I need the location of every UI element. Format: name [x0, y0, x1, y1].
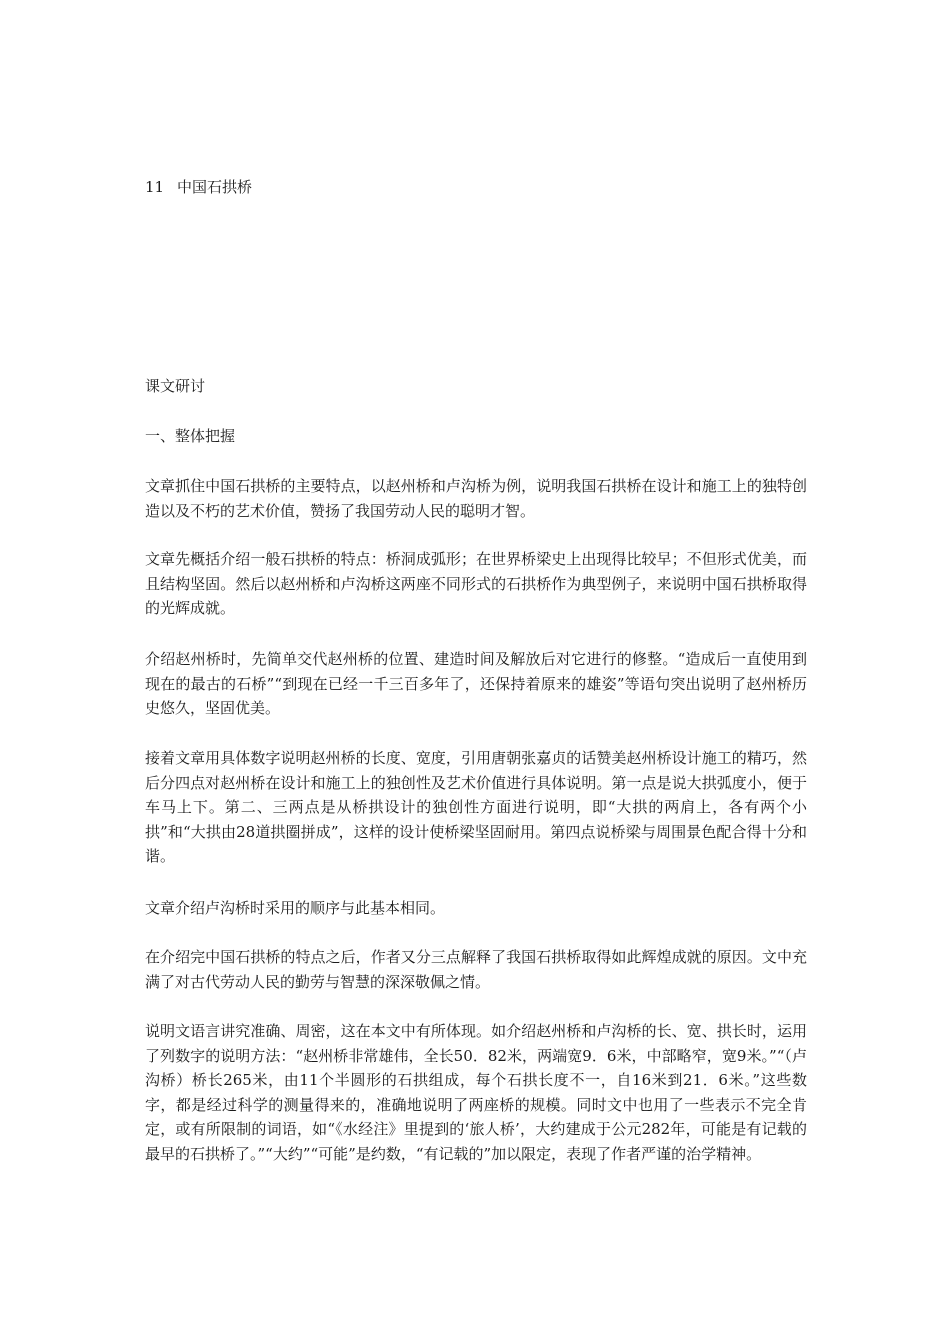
- subsection-heading: 一、整体把握: [145, 427, 236, 445]
- paragraph-1: 文章抓住中国石拱桥的主要特点，以赵州桥和卢沟桥为例，说明我国石拱桥在设计和施工上的独特创造以及不朽的艺术价值，赞扬了我国劳动人民的聪明才智。: [145, 477, 807, 520]
- paragraph-2: 文章先概括介绍一般石拱桥的特点：桥洞成弧形；在世界桥梁史上出现得比较早；不但形式优美，而且结构坚固。然后以赵州桥和卢沟桥这两座不同形式的石拱桥作为典型例子，来说明中国石拱桥取得的光辉成就。: [145, 550, 807, 618]
- lesson-title-text: 中国石拱桥: [177, 178, 253, 196]
- paragraph-7: 说明文语言讲究准确、周密，这在本文中有所体现。如介绍赵州桥和卢沟桥的长、宽、拱长时，运用了列数字的说明方法：“赵州桥非常雄伟，全长50．82米，两端宽9．6米，中部略窄，宽9米。”“（卢沟桥）桥长265米，由11个半圆形的石拱组成，每个石拱长度不一，自16米到21．6米。”这些数字，都是经过科学的测量得来的，准确地说明了两座桥的规模。同时文中也用了一些表示不完全肯定，或有所限制的词语，如“《水经注》里提到的‘旅人桥’，大约建成于公元282年，可能是有记载的最早的石拱桥了。”“大约”“可能”是约数，“有记载的”加以限定，表现了作者严谨的治学精神。: [145, 1022, 807, 1163]
- paragraph-5: 文章介绍卢沟桥时采用的顺序与此基本相同。: [145, 899, 446, 917]
- paragraph-4: 接着文章用具体数字说明赵州桥的长度、宽度，引用唐朝张嘉贞的话赞美赵州桥设计施工的精巧，然后分四点对赵州桥在设计和施工上的独创性及艺术价值进行具体说明。第一点是说大拱弧度小，便于车马上下。第二、三两点是从桥拱设计的独创性方面进行说明，即“大拱的两肩上，各有两个小拱”和“大拱由28道拱圈拼成”，这样的设计使桥梁坚固耐用。第四点说桥梁与周围景色配合得十分和谐。: [145, 749, 807, 866]
- section-heading: 课文研讨: [145, 377, 206, 395]
- paragraph-6: 在介绍完中国石拱桥的特点之后，作者又分三点解释了我国石拱桥取得如此辉煌成就的原因。文中充满了对古代劳动人民的勤劳与智慧的深深敬佩之情。: [145, 948, 807, 991]
- paragraph-3: 介绍赵州桥时，先简单交代赵州桥的位置、建造时间及解放后对它进行的修整。“造成后一直使用到现在的最古的石桥”“到现在已经一千三百多年了，还保持着原来的雄姿”等语句突出说明了赵州桥历史悠久，坚固优美。: [145, 650, 807, 718]
- lesson-title: [145, 176, 252, 198]
- lesson-number: 11: [145, 178, 165, 196]
